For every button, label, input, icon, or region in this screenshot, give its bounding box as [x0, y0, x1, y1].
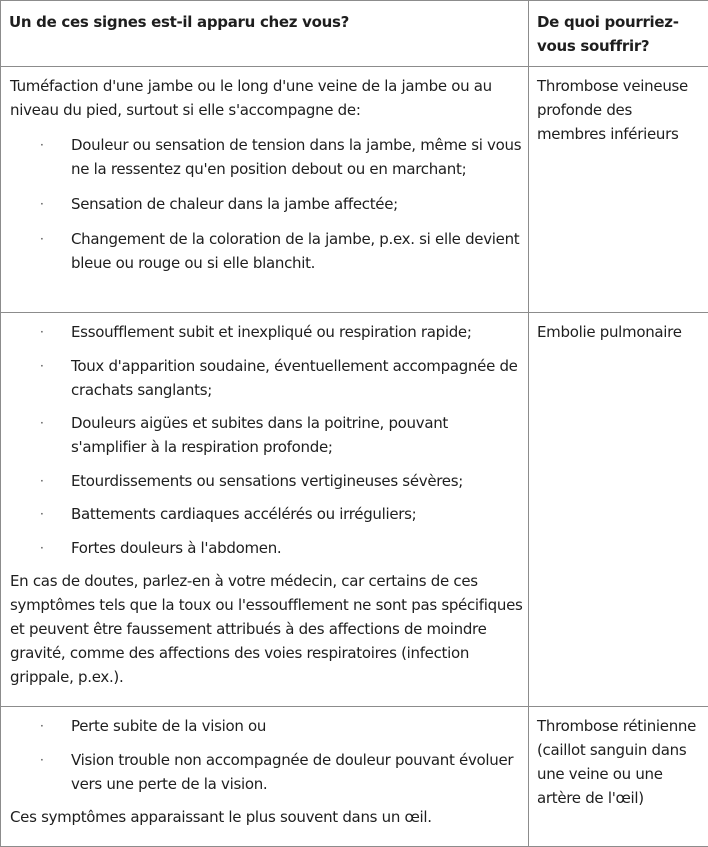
list-item: · Vision trouble non accompagnée de douleur pouvant évoluer vers une perte de la vision. [10, 748, 526, 796]
bullet-icon: · [40, 133, 44, 157]
symptoms-cell [1, 707, 529, 847]
symptoms-cell [1, 313, 529, 707]
bullet-icon: · [40, 714, 44, 738]
symptom-list [10, 320, 526, 560]
header-symptoms: Un de ces signes est-il apparu chez vous? [1, 1, 529, 67]
bullet-icon: · [40, 411, 44, 435]
condition-cell: Thrombose veineuse profonde des membres inférieurs [529, 67, 708, 313]
symptoms-cell [1, 67, 529, 313]
bullet-icon: · [40, 502, 44, 526]
bullet-icon: · [40, 354, 44, 378]
list-item: · Perte subite de la vision ou [10, 714, 526, 738]
list-item: · Etourdissements ou sensations vertigineuses sévères; [10, 469, 526, 493]
list-item: · Sensation de chaleur dans la jambe affectée; [10, 192, 526, 216]
table-header-row [1, 1, 708, 67]
intro-text: Tuméfaction d'une jambe ou le long d'une veine de la jambe ou au niveau du pied, surtout si elle s'accompagne de: [10, 74, 526, 122]
condition-cell: Embolie pulmonaire [529, 313, 708, 707]
list-item: · Douleur ou sensation de tension dans la jambe, même si vous ne la ressentez qu'en position debout ou en marchant; [10, 133, 526, 181]
note-text: En cas de doutes, parlez-en à votre médecin, car certains de ces symptômes tels que la toux ou l'essoufflement ne sont pas spécifiques et peuvent être faussement attribués à des affections de moindre gravité, comme des affections des voies respiratoires (infection grippale, p.ex.). [10, 569, 526, 689]
list-item: · Changement de la coloration de la jambe, p.ex. si elle devient bleue ou rouge ou si elle blanchit. [10, 227, 526, 275]
list-item: · Douleurs aigües et subites dans la poitrine, pouvant s'amplifier à la respiration profonde; [10, 411, 526, 459]
bullet-icon: · [40, 536, 44, 560]
symptom-list [10, 714, 526, 796]
table-row [1, 313, 708, 707]
symptom-list [10, 133, 526, 275]
list-item: · Essoufflement subit et inexpliqué ou respiration rapide; [10, 320, 526, 344]
bullet-icon: · [40, 320, 44, 344]
condition-cell: Thrombose rétinienne (caillot sanguin dans une veine ou une artère de l'œil) [529, 707, 708, 847]
list-item: · Battements cardiaques accélérés ou irréguliers; [10, 502, 526, 526]
bullet-icon: · [40, 469, 44, 493]
bullet-icon: · [40, 192, 44, 216]
bullet-icon: · [40, 748, 44, 772]
note-text: Ces symptômes apparaissant le plus souvent dans un œil. [10, 805, 526, 829]
list-item: · Toux d'apparition soudaine, éventuellement accompagnée de crachats sanglants; [10, 354, 526, 402]
table-row [1, 67, 708, 313]
table-row [1, 707, 708, 847]
list-item: · Fortes douleurs à l'abdomen. [10, 536, 526, 560]
bullet-icon: · [40, 227, 44, 251]
header-condition: De quoi pourriez-vous souffrir? [529, 1, 708, 67]
